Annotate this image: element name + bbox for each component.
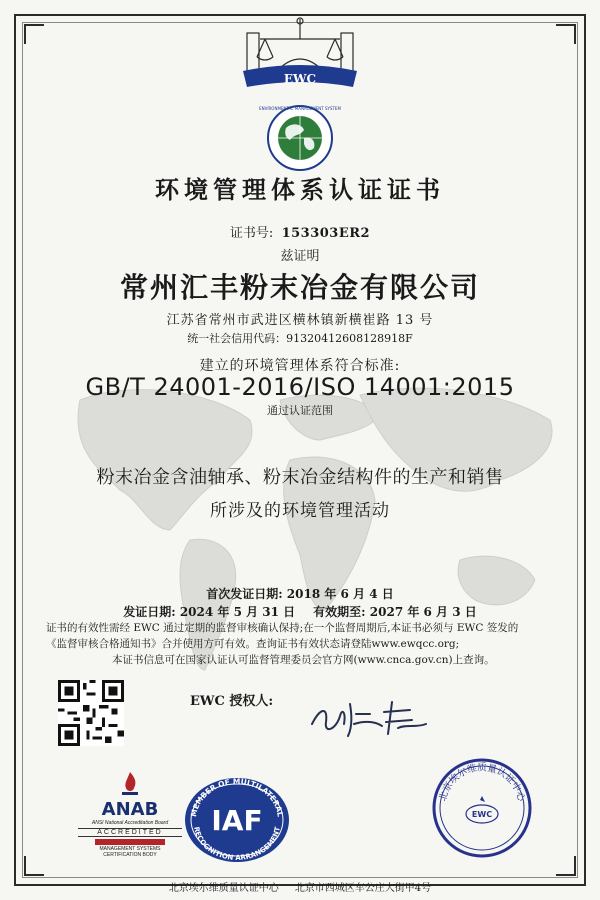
scope-line: 所涉及的环境管理活动 xyxy=(210,501,390,521)
iaf-mla-logo xyxy=(182,776,292,864)
anab-accreditation-logo xyxy=(78,770,182,858)
anab-accredited: ACCREDITED xyxy=(78,828,182,837)
certificate-number-label: 证书号: xyxy=(229,226,274,241)
seal-ring-text: 北京埃尔维质量认证中心 xyxy=(437,762,527,803)
anab-name: ANAB xyxy=(101,799,159,820)
company-name: 常州汇丰粉末冶金有限公司 xyxy=(119,271,480,304)
emblem-label: EWC xyxy=(283,72,317,86)
iaf-bottom-text: RECOGNITION ARRANGEMENT xyxy=(192,826,282,863)
footer-org: 北京埃尔维质量认证中心 xyxy=(168,883,279,894)
footer xyxy=(0,879,600,894)
signature xyxy=(306,694,446,740)
credit-code: 统一社会信用代码：91320412608128918F xyxy=(187,332,413,345)
issue-date: 发证日期: 2024 年 5 月 31 日 xyxy=(123,605,296,619)
ewc-emblem xyxy=(235,15,365,99)
hereby-certify: 兹证明 xyxy=(280,249,320,264)
certificate-number xyxy=(0,222,600,241)
certificate-title: 环境管理体系认证证书 xyxy=(155,175,445,204)
validity-dates xyxy=(0,603,600,620)
first-issue-date: 首次发证日期: 2018 年 6 月 4 日 xyxy=(206,587,394,601)
standard-code: GB/T 24001-2016/ISO 14001:2015 xyxy=(85,373,515,401)
qr-code[interactable] xyxy=(58,680,124,746)
footer-address: 北京市西城区车公庄大街甲4号 xyxy=(294,883,432,894)
anab-scope-line: MANAGEMENT SYSTEMS xyxy=(99,846,161,852)
validity-note: 证书的有效性需经 EWC 通过定期的监督审核确认保持;在一个监督周期后,本证书必须与 EWC 签发的 xyxy=(46,622,519,634)
anab-scope-line: CERTIFICATION BODY xyxy=(103,852,157,858)
iaf-top-text: MEMBER OF MULTILATERAL xyxy=(189,776,285,818)
standard-lead: 建立的环境管理体系符合标准: xyxy=(199,358,401,374)
validity-note: 《监督审核合格通知书》合并使用方可有效。查询证书有效状态请登陆www.ewqcc.org; xyxy=(46,638,460,650)
flame-icon xyxy=(119,770,141,796)
seal-center-text: EWC xyxy=(471,810,493,819)
company-address: 江苏省常州市武进区横林镇新横崔路 13 号 xyxy=(166,313,434,328)
valid-until-date: 有效期至: 2027 年 6 月 3 日 xyxy=(313,605,477,619)
anab-subtitle: ANSI National Accreditation Board xyxy=(91,820,169,826)
globe-ring-text: ENVIRONMENTAL MANAGEMENT SYSTEM xyxy=(259,106,341,111)
anab-red-bar xyxy=(95,839,165,845)
official-seal xyxy=(430,756,534,860)
certificate-number-value: 153303ER2 xyxy=(281,226,371,241)
validity-note: 本证书信息可在国家认证认可监督管理委员会官方网(www.cnca.gov.cn)上查询。 xyxy=(112,654,495,666)
scope-line: 粉末冶金含油轴承、粉末冶金结构件的生产和销售 xyxy=(96,467,504,488)
iaf-name: IAF xyxy=(211,804,263,837)
authorized-signatory-label: EWC 授权人: xyxy=(190,694,274,709)
scope-lead: 通过认证范围 xyxy=(267,404,333,417)
globe-seal-icon xyxy=(258,100,342,172)
